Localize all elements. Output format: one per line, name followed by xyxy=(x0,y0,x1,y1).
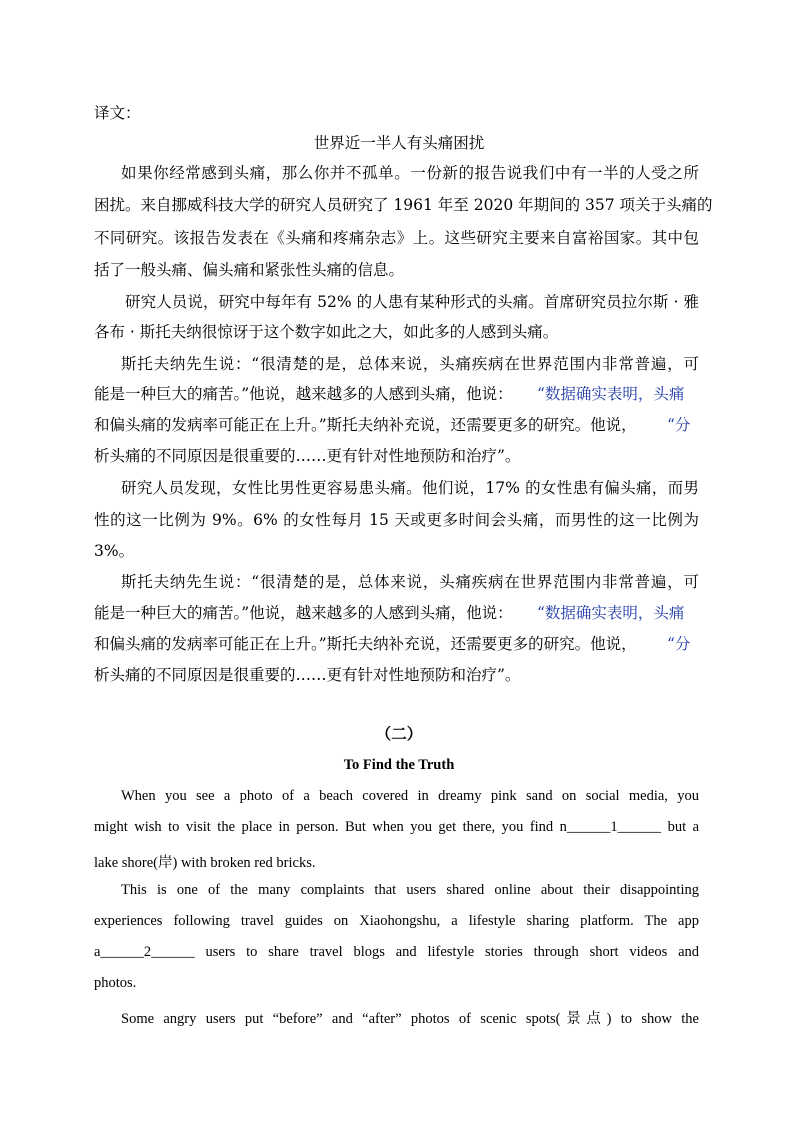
text-line: 如果你经常感到头痛，那么你并不孤单。一份新的报告说我们中有一半的人受之所 xyxy=(121,164,699,182)
text-line: 各布 · 斯托夫纳很惊讶于这个数字如此之大，如此多的人感到头痛。 xyxy=(94,323,559,341)
text-line: might wish to visit the place in person. But when you get there, you find n______1______ but a xyxy=(94,819,699,835)
text-line: experiences following travel guides on Xiaohongshu, a lifestyle sharing platform. The app xyxy=(94,913,699,929)
translation-label: 译文： xyxy=(94,104,141,122)
text-line: Some angry users put “before” and “after” photos of scenic spots(景点) to show the xyxy=(121,1011,699,1027)
text-line: 析头痛的不同原因是很重要的……更有针对性地预防和治疗”。 xyxy=(94,447,521,465)
highlighted-text: “数据确实表明，头痛 xyxy=(537,604,685,622)
text-line: 析头痛的不同原因是很重要的……更有针对性地预防和治疗”。 xyxy=(94,666,521,684)
text-line: a______2______ users to share travel blogs and lifestyle stories through short videos and xyxy=(94,944,699,960)
text-line: 斯托夫纳先生说：“很清楚的是，总体来说，头痛疾病在世界范围内非常普遍，可 xyxy=(121,355,699,373)
text-line: 能是一种巨大的痛苦。”他说，越来越多的人感到头痛，他说： xyxy=(94,385,513,403)
text-line: 困扰。来自挪威科技大学的研究人员研究了 1961 年至 2020 年期间的 357 项关于头痛的 xyxy=(94,196,713,214)
text-line: 研究人员发现，女性比男性更容易患头痛。他们说，17% 的女性患有偏头痛，而男 xyxy=(121,479,699,497)
text-line: 斯托夫纳先生说：“很清楚的是，总体来说，头痛疾病在世界范围内非常普遍，可 xyxy=(121,573,699,591)
section-title: To Find the Truth xyxy=(343,757,455,773)
text-line: 和偏头痛的发病率可能正在上升。”斯托夫纳补充说，还需要更多的研究。他说， xyxy=(94,416,637,434)
highlighted-text: “数据确实表明，头痛 xyxy=(537,385,685,403)
text-line: 和偏头痛的发病率可能正在上升。”斯托夫纳补充说，还需要更多的研究。他说， xyxy=(94,635,637,653)
text-line: lake shore(岸) with broken red bricks. xyxy=(94,855,316,871)
text-line: When you see a photo of a beach covered in dreamy pink sand on social media, you xyxy=(121,788,699,804)
text-line: 括了一般头痛、偏头痛和紧张性头痛的信息。 xyxy=(94,261,405,279)
text-line: 能是一种巨大的痛苦。”他说，越来越多的人感到头痛，他说： xyxy=(94,604,513,622)
translation-title: 世界近一半人有头痛困扰 xyxy=(313,134,485,152)
section-number: （二） xyxy=(375,724,423,743)
text-line: 研究人员说，研究中每年有 52% 的人患有某种形式的头痛。首席研究员拉尔斯 · 雅 xyxy=(125,293,699,311)
text-line: photos. xyxy=(94,975,137,991)
text-line: This is one of the many complaints that users shared online about their disappointing xyxy=(121,882,699,898)
highlighted-text: “分 xyxy=(667,635,691,653)
highlighted-text: “分 xyxy=(667,416,691,434)
text-line: 性的这一比例为 9%。6% 的女性每月 15 天或更多时间会头痛，而男性的这一比例为 xyxy=(94,511,699,529)
text-line: 3%。 xyxy=(94,542,135,560)
text-line: 不同研究。该报告发表在《头痛和疼痛杂志》上。这些研究主要来自富裕国家。其中包 xyxy=(94,229,699,247)
